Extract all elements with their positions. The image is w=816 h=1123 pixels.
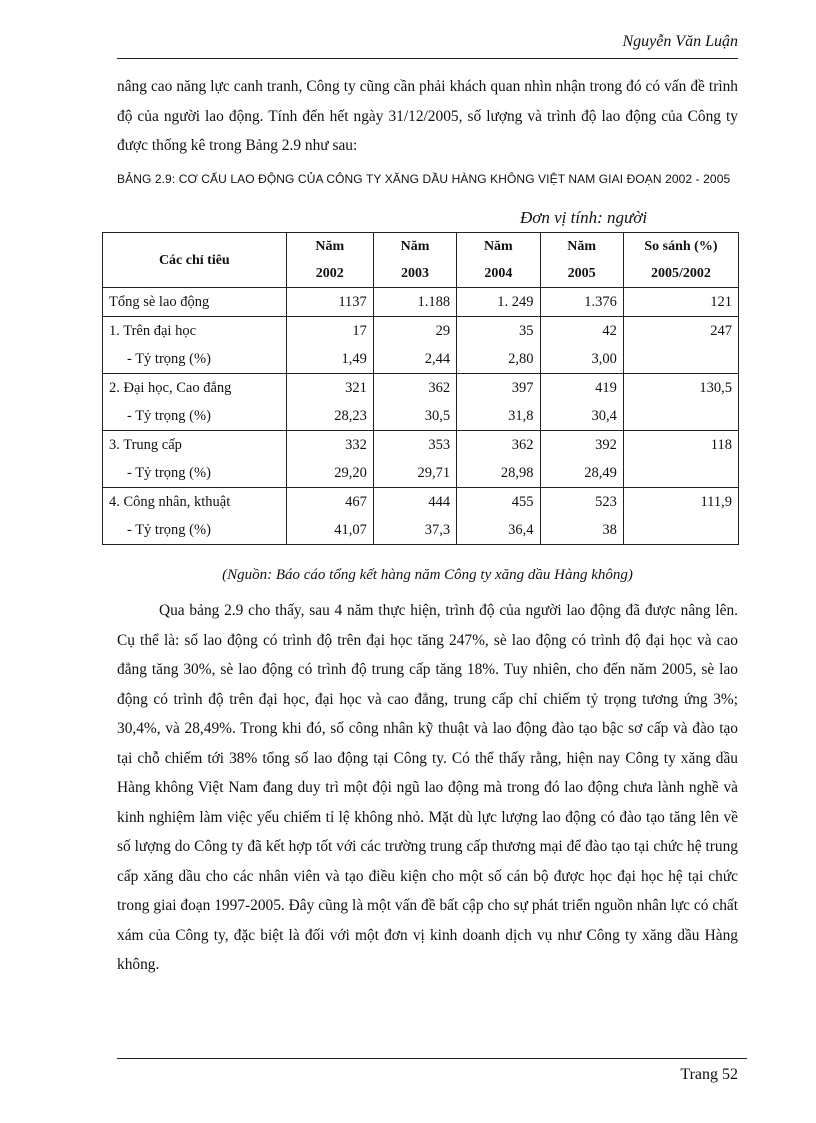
value-cell [286, 317, 373, 374]
share-2005: 3,00 [591, 351, 617, 367]
compare-cell [623, 374, 738, 431]
value-2004: 455 [511, 494, 534, 510]
value-2003: 29 [435, 323, 451, 339]
value-cell [457, 374, 540, 431]
header-year-2002 [286, 233, 373, 288]
table-row [103, 374, 739, 431]
value-cell [457, 488, 540, 545]
compare-cell [623, 317, 738, 374]
value-cell [540, 374, 623, 431]
header-compare-label: So sánh (%) [644, 239, 718, 254]
value-2004: 362 [511, 437, 534, 453]
compare-cell [623, 431, 738, 488]
row-sub-label: - Tỷ trọng (%) [127, 522, 211, 538]
share-2005: 30,4 [591, 408, 617, 424]
row-label-cell [103, 488, 287, 545]
value-2005: 392 [595, 437, 617, 453]
value-2005: 523 [595, 494, 617, 510]
value-cell [373, 374, 456, 431]
value-2004: 1. 249 [497, 294, 534, 310]
value-2002: 17 [352, 323, 367, 339]
share-2005: 28,49 [584, 465, 617, 481]
value-cell [540, 431, 623, 488]
share-2004: 28,98 [500, 465, 534, 481]
value-cell [373, 431, 456, 488]
header-year-2003-value: 2003 [400, 266, 429, 281]
header-compare [623, 233, 738, 288]
header-year-2002-label: Năm [315, 239, 345, 254]
value-cell [286, 374, 373, 431]
header-year-2005 [540, 233, 623, 288]
value-2002: 321 [345, 380, 367, 396]
compare-value: 130,5 [699, 380, 732, 396]
row-label-cell [103, 374, 287, 431]
intro-paragraph: nâng cao năng lực canh tranh, Công ty cũng cần phải khách quan nhìn nhận trong đó có vấn đề trình độ của người lao động. Tính đến hết ngày 31/12/2005, số lượng và trình độ lao động của Công ty được thống kê trong Bảng 2.9 như sau: [117, 78, 738, 154]
value-cell [540, 317, 623, 374]
value-cell [373, 488, 456, 545]
row-label: 4. Công nhân, kthuật [109, 494, 231, 510]
value-cell [373, 317, 456, 374]
value-cell [457, 288, 540, 317]
footer-rule [117, 1058, 747, 1059]
compare-value: 111,9 [700, 494, 732, 510]
share-2003: 29,71 [417, 465, 451, 481]
share-2003: 37,3 [424, 522, 451, 538]
share-2002: 28,23 [334, 408, 367, 424]
row-label-cell [103, 431, 287, 488]
header-year-2005-label: Năm [567, 239, 597, 254]
table-row [103, 288, 739, 317]
header-author: Nguyễn Văn Luận [622, 33, 738, 50]
value-cell [540, 288, 623, 317]
share-2004: 31,8 [508, 408, 534, 424]
analysis-paragraph [117, 596, 738, 980]
share-2005: 38 [602, 522, 617, 538]
row-sub-label: - Tỷ trọng (%) [127, 351, 211, 367]
compare-value: 247 [710, 323, 732, 339]
value-cell [286, 488, 373, 545]
labor-structure-table [102, 232, 739, 545]
compare-cell [623, 288, 738, 317]
table-row [103, 488, 739, 545]
analysis-text: Qua bảng 2.9 cho thấy, sau 4 năm thực hiện, trình độ của người lao động đã được nâng lên. Cụ thể là: số lao động có trình độ trên đại học tăng 247%, sè lao động có trình độ đại học và cao đẳng tăng 30%, sè lao động có trình độ trung cấp tăng 18%. Tuy nhiên, cho đến năm 2005, sè lao động có trình độ trên đại học, đại học và cao đẳng, trung cấp chỉ chiếm tỷ trọng tương ứng 3%; 30,4%, và 28,49%. Trong khi đó, số công nhân kỹ thuật và lao động đào tạo bậc sơ cấp và đào tạo tại chỗ chiếm tới 38% tổng số lao động tại Công ty. Có thể thấy rằng, hiện nay Công ty xăng dầu Hàng không Việt Nam đang duy trì một đội ngũ lao động mà trong đó lao động chưa lành nghề và kinh nghiệm làm việc yếu chiếm tỉ lệ không nhỏ. Mặt dù lực lượng lao động có đào tạo tăng lên về số lượng do Công ty đã kết hợp tốt với các trường trung cấp thương mại để đào tạo tại chức hệ trung cấp xăng dầu cho các nhân viên và tạo điều kiện cho một số cán bộ được học đại học hệ tại chức trong giai đoạn 1997-2005. Đây cũng là một vấn đề bất cập cho sự phát triển nguồn nhân lực có chất xám của Công ty, đặc biệt là đối với một đơn vị kinh doanh dịch vụ như Công ty xăng dầu Hàng không. [117, 602, 738, 973]
table-header-row [103, 233, 739, 288]
table-source-note: (Nguồn: Báo cáo tổng kết hàng năm Công ty xăng dầu Hàng không) [222, 567, 633, 583]
value-2002: 332 [345, 437, 367, 453]
share-2003: 30,5 [424, 408, 451, 424]
header-year-2004 [457, 233, 540, 288]
share-2003: 2,44 [424, 351, 451, 367]
value-2003: 1.188 [417, 294, 451, 310]
table-row [103, 317, 739, 374]
row-label: 3. Trung cấp [109, 437, 182, 453]
header-year-2005-value: 2005 [567, 266, 596, 281]
value-cell [540, 488, 623, 545]
value-2003: 444 [428, 494, 451, 510]
row-label: Tổng sè lao động [109, 294, 210, 310]
row-sub-label: - Tỷ trọng (%) [127, 465, 211, 481]
value-2004: 35 [519, 323, 534, 339]
value-cell [286, 431, 373, 488]
value-2002: 1137 [338, 294, 367, 310]
header-year-2003-label: Năm [400, 239, 430, 254]
value-2005: 419 [595, 380, 617, 396]
value-2005: 1.376 [584, 294, 617, 310]
header-indicator: Các chỉ tiêu [103, 233, 287, 288]
share-2004: 36,4 [508, 522, 534, 538]
value-2003: 362 [428, 380, 451, 396]
value-2005: 42 [602, 323, 617, 339]
share-2004: 2,80 [508, 351, 534, 367]
table-row [103, 431, 739, 488]
row-label: 2. Đại học, Cao đẳng [109, 380, 232, 396]
header-year-2003 [373, 233, 456, 288]
row-label-cell [103, 317, 287, 374]
header-year-2004-value: 2004 [484, 266, 513, 281]
compare-cell [623, 488, 738, 545]
page-number: Trang 52 [680, 1066, 738, 1083]
compare-value: 121 [710, 294, 732, 310]
table-title: BẢNG 2.9: CƠ CẤU LAO ĐỘNG CỦA CÔNG TY XĂNG DẦU HÀNG KHÔNG VIỆT NAM GIAI ĐOẠN 2002 - 2005 [117, 172, 731, 186]
row-label-cell [103, 288, 287, 317]
header-year-2002-value: 2002 [315, 266, 344, 281]
share-2002: 1,49 [341, 351, 367, 367]
row-sub-label: - Tỷ trọng (%) [127, 408, 211, 424]
value-2004: 397 [511, 380, 534, 396]
value-cell [373, 288, 456, 317]
table-unit-note: Đơn vị tính: người [520, 208, 648, 227]
share-2002: 41,07 [334, 522, 367, 538]
value-cell [457, 317, 540, 374]
compare-value: 118 [710, 437, 732, 453]
value-cell [457, 431, 540, 488]
header-compare-period: 2005/2002 [650, 266, 711, 281]
row-label: 1. Trên đại học [109, 323, 196, 339]
value-2003: 353 [428, 437, 451, 453]
header-year-2004-label: Năm [483, 239, 513, 254]
value-2002: 467 [345, 494, 367, 510]
share-2002: 29,20 [334, 465, 367, 481]
header-rule [117, 58, 738, 59]
value-cell [286, 288, 373, 317]
